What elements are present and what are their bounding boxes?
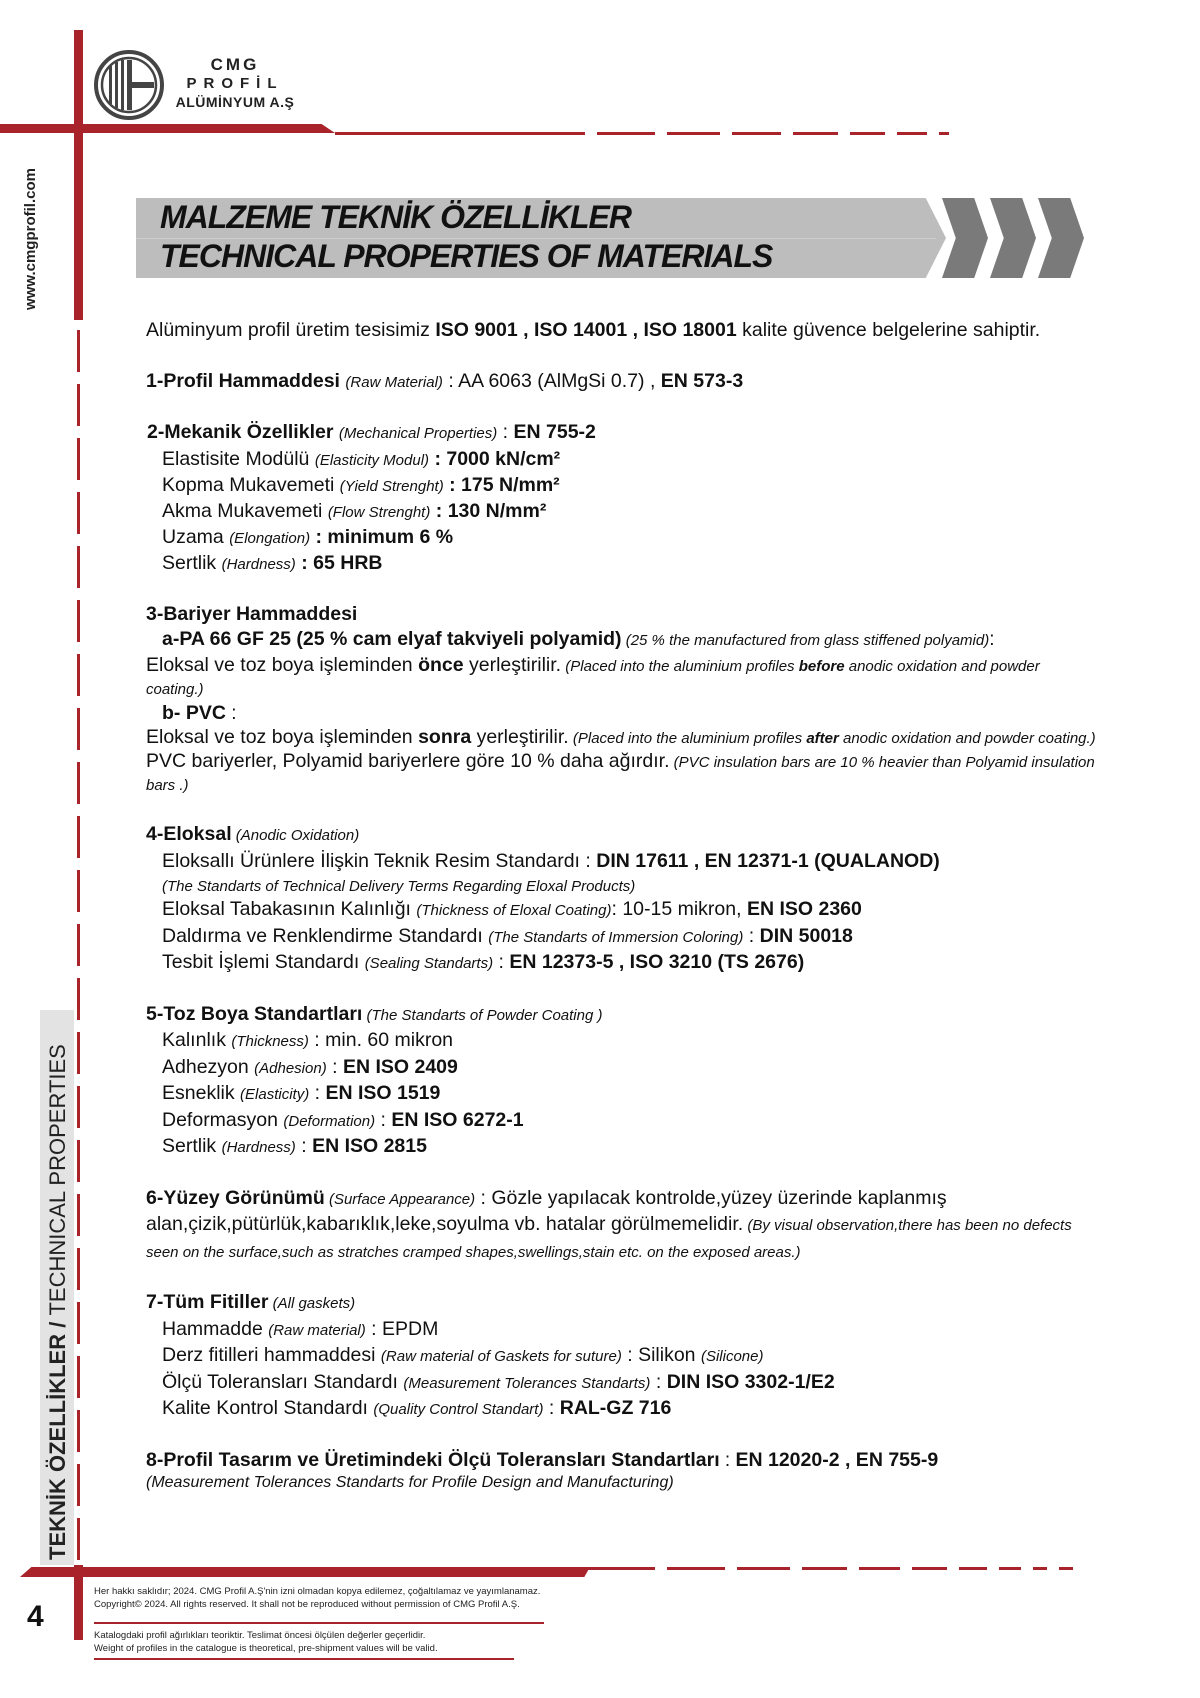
section-4-heading: 4-Eloksal <box>146 823 232 845</box>
barrier-a-english: (25 % the manufactured from glass stiffened polyamid) <box>621 632 990 649</box>
list-item <box>146 473 1096 499</box>
item-english: (Adhesion) <box>254 1059 327 1077</box>
barrier-a-text: Eloksal ve toz boya işleminden <box>146 653 419 676</box>
item-label: Uzama <box>162 525 230 548</box>
section-5-list <box>146 1028 1096 1161</box>
footer-weight-note <box>94 1629 438 1655</box>
item-value: : 130 N/mm² <box>430 499 547 522</box>
item-english: (Quality Control Standart) <box>373 1401 544 1418</box>
section-1 <box>146 369 1096 396</box>
list-item <box>146 1134 1096 1161</box>
page-title-english: TECHNICAL PROPERTIES OF MATERIALS <box>160 238 773 274</box>
section-3-heading: 3-Bariyer Hammaddesi <box>146 602 358 625</box>
website-link[interactable]: www.cmgprofil.com <box>22 168 39 310</box>
section-5-english: (The Standarts of Powder Coating ) <box>362 1006 603 1024</box>
item-english: (Elasticity Modul) <box>314 451 430 469</box>
document-body <box>146 318 1096 1493</box>
barrier-b-text: Eloksal ve toz boya işleminden <box>146 726 419 748</box>
list-item <box>146 1317 1096 1344</box>
section-5 <box>146 1002 1096 1161</box>
item-english: (Flow Strenght) <box>327 503 431 521</box>
sidebar-label-english: TECHNICAL PROPERTIES <box>45 1044 70 1316</box>
frame-horizontal-bar-bottom <box>20 1567 590 1577</box>
intro-text-end: kalite güvence belgelerine sahiptir. <box>736 319 1041 341</box>
intro-text: Alüminyum profil üretim tesisimiz <box>146 319 436 341</box>
section-4-list <box>146 849 1096 977</box>
list-item <box>146 1081 1096 1108</box>
frame-vertical-bar-bottom <box>74 1565 83 1640</box>
footer-divider <box>94 1622 544 1624</box>
barrier-b-text-end: yerleştirilir. <box>471 726 569 748</box>
section-2-english: (Mechanical Properties) <box>338 425 498 442</box>
item-value: EN ISO 2815 <box>312 1135 427 1157</box>
section-2-sep: : <box>497 421 514 443</box>
list-item <box>146 1108 1096 1135</box>
item-label: Tesbit İşlemi Standardı <box>162 951 365 973</box>
section-1-value: : AA 6063 (AlMgSi 0.7) , <box>442 369 661 392</box>
barrier-a-english-end: anodic oxidation and powder coating.) <box>146 657 1040 698</box>
section-2-list <box>146 447 1096 577</box>
barrier-a-emphasis: önce <box>418 653 464 676</box>
section-5-heading: 5-Toz Boya Standartları <box>146 1002 363 1025</box>
section-4-english: (Anodic Oxidation) <box>231 827 360 844</box>
item-label: Elastisite Modülü <box>162 447 315 470</box>
section-7-english: (All gaskets) <box>268 1295 356 1312</box>
item-label: Hammadde <box>162 1317 269 1340</box>
chevron-arrow-icon <box>1038 198 1084 278</box>
item-label: Akma Mukavemeti <box>162 499 328 522</box>
barrier-b-english-end: anodic oxidation and powder coating.) <box>838 730 1096 747</box>
item-value: RAL-GZ 716 <box>559 1397 672 1419</box>
item-separator: : EPDM <box>365 1317 439 1340</box>
footer-weight-english: Weight of profiles in the catalogue is theoretical, pre-shipment values will be valid. <box>94 1643 438 1654</box>
item-value: EN ISO 2409 <box>342 1055 458 1078</box>
item-label: Daldırma ve Renklendirme Standardı <box>162 924 489 947</box>
company-name-line3: ALÜMİNYUM A.Ş <box>175 94 295 110</box>
page-number: 4 <box>27 1600 44 1633</box>
item-value: DIN 50018 <box>759 924 853 947</box>
list-item <box>146 897 1096 924</box>
item-english: (Thickness) <box>231 1033 309 1050</box>
item-label: Kalınlık <box>162 1029 232 1051</box>
list-item <box>146 1370 1096 1397</box>
frame-dashed-line-left <box>77 330 80 1560</box>
intro-paragraph <box>146 318 1096 344</box>
page-title-turkish: MALZEME TEKNİK ÖZELLİKLER <box>160 199 631 235</box>
list-item <box>146 1396 1096 1423</box>
footer-copyright-turkish: Her hakkı saklıdır; 2024. CMG Profil A.Ş'nin izni olmadan kopya edilemez, çoğaltılamaz ve yayımlanamaz. <box>94 1586 541 1597</box>
item-separator: : Silikon <box>621 1344 701 1366</box>
item-separator: : min. 60 mikron <box>308 1029 454 1051</box>
item-separator: : <box>295 1135 313 1157</box>
company-name-line1: CMG <box>210 55 260 74</box>
item-value: DIN 17611 , EN 12371-1 (QUALANOD) <box>596 849 940 872</box>
frame-dashed-line-bottom <box>575 1567 1085 1570</box>
list-item <box>146 1055 1096 1082</box>
sidebar-label-sep: / <box>45 1315 70 1334</box>
section-7-list <box>146 1317 1096 1423</box>
list-item <box>146 447 1096 473</box>
item-label: Eloksallı Ürünlere İlişkin Teknik Resim Standardı <box>162 849 580 872</box>
chevron-arrow-icon <box>990 198 1036 278</box>
section-6-english-note: (By visual observation,there has been no defects seen on the surface,such as stratches cramped shapes,swellings,stain etc. on the exposed areas.) <box>146 1217 1072 1261</box>
item-label: Eloksal Tabakasının Kalınlığı <box>162 898 417 920</box>
item-label: Sertlik <box>162 1135 222 1157</box>
item-english: (Raw material of Gaskets for suture) <box>380 1348 622 1365</box>
item-value: : minimum 6 % <box>310 525 454 548</box>
barrier-note-english: (PVC insulation bars are 10 % heavier than Polyamid insulation bars .) <box>146 754 1095 794</box>
list-item <box>146 875 1096 897</box>
item-separator: : <box>375 1108 392 1131</box>
barrier-b-emphasis: sonra <box>418 726 472 748</box>
footer-weight-turkish: Katalogdaki profil ağırlıkları teoriktir. Teslimat öncesi ölçülen değerler geçerlidir. <box>94 1630 426 1641</box>
item-value: EN ISO 1519 <box>325 1082 441 1104</box>
section-3 <box>146 602 1096 798</box>
section-1-standard: EN 573-3 <box>660 369 744 392</box>
item-label: Kalite Kontrol Standardı <box>162 1397 374 1419</box>
list-item <box>146 1028 1096 1055</box>
section-6 <box>146 1186 1096 1266</box>
section-8-sep: : <box>719 1449 736 1471</box>
item-value: EN ISO 6272-1 <box>391 1108 524 1131</box>
item-label: Sertlik <box>162 551 222 574</box>
list-item <box>146 849 1096 876</box>
item-english: (Thickness of Eloxal Coating) <box>416 902 612 919</box>
item-english: (Deformation) <box>283 1112 376 1130</box>
section-8 <box>146 1448 1096 1494</box>
barrier-a-text-end: yerleştirilir. <box>463 653 562 676</box>
item-english: (Raw material) <box>268 1321 366 1339</box>
barrier-note: PVC bariyerler, Polyamid bariyerlere göre 10 % daha ağırdır. <box>146 750 670 772</box>
barrier-b-english: (Placed into the aluminium profiles <box>568 730 807 747</box>
item-label: Esneklik <box>162 1082 241 1104</box>
list-item <box>146 499 1096 525</box>
item-separator: : <box>650 1370 667 1393</box>
item-separator: : <box>493 951 510 973</box>
section-2 <box>146 420 1096 577</box>
item-english: (The Standarts of Technical Delivery Terms Regarding Eloxal Products) <box>162 878 636 895</box>
list-item <box>146 924 1096 951</box>
item-label: Deformasyon <box>162 1108 284 1131</box>
frame-vertical-bar-top <box>74 30 83 320</box>
section-8-heading: 8-Profil Tasarım ve Üretimindeki Ölçü Toleransları Standartları <box>146 1448 720 1471</box>
section-6-english: (Surface Appearance) <box>324 1190 476 1208</box>
chevron-arrow-icon <box>942 198 988 278</box>
item-separator: : <box>543 1397 560 1419</box>
item-separator: : <box>579 849 597 872</box>
section-4 <box>146 822 1096 977</box>
section-8-english: (Measurement Tolerances Standarts for Profile Design and Manufacturing) <box>146 1474 674 1491</box>
sidebar-section-label <box>45 1044 71 1560</box>
item-label: Kopma Mukavemeti <box>162 473 340 496</box>
section-7 <box>146 1290 1096 1423</box>
item-value: : 7000 kN/cm² <box>429 447 561 470</box>
barrier-b-title: b- PVC <box>162 701 226 724</box>
sidebar-label-turkish: TEKNİK ÖZELLİKLER <box>45 1333 70 1560</box>
barrier-a-english-emphasis: before <box>798 657 845 675</box>
barrier-a-english: (Placed into the aluminium profiles <box>561 657 799 675</box>
item-separator: : 10-15 mikron, <box>611 898 747 920</box>
section-1-english: (Raw Material) <box>345 373 443 391</box>
section-2-standard: EN 755-2 <box>513 421 596 443</box>
item-english: (Hardness) <box>221 1139 296 1156</box>
item-english: (Yield Strenght) <box>339 477 444 495</box>
item-english-extra: (Silicone) <box>700 1348 764 1365</box>
section-6-text: : Gözle yapılacak kontrolde,yüzey üzerinde kaplanmış alan,çizik,pütürlük,kabarıklık,leke,soyulma vb. hatalar görülmemelidir. <box>146 1186 947 1235</box>
section-6-heading: 6-Yüzey Görünümü <box>146 1186 325 1209</box>
barrier-b-english-emphasis: after <box>806 730 839 747</box>
list-item <box>146 950 1096 977</box>
barrier-a-colon: : <box>989 629 995 650</box>
section-2-heading: 2-Mekanik Özellikler <box>147 421 334 443</box>
item-label: Derz fitilleri hammaddesi <box>162 1344 381 1366</box>
cmg-logo-icon <box>94 50 164 120</box>
section-1-heading: 1-Profil Hammaddesi <box>146 369 340 392</box>
barrier-a-title: a-PA 66 GF 25 (25 % cam elyaf takviyeli polyamid) <box>162 628 622 650</box>
footer-copyright <box>94 1585 540 1611</box>
item-label: Ölçü Toleransları Standardı <box>162 1370 404 1393</box>
item-separator: : <box>326 1055 343 1078</box>
list-item <box>146 551 1096 577</box>
item-separator: : <box>743 924 760 947</box>
item-value: DIN ISO 3302-1/E2 <box>666 1370 835 1393</box>
footer-copyright-english: Copyright© 2024. All rights reserved. It shall not be reproduced without permission of CMG Profil A.Ş. <box>94 1599 520 1610</box>
section-7-heading: 7-Tüm Fitiller <box>146 1291 269 1313</box>
barrier-b-colon: : <box>225 702 237 724</box>
item-value: EN ISO 2360 <box>746 898 862 920</box>
item-value: EN 12373-5 , ISO 3210 (TS 2676) <box>509 951 805 973</box>
item-value: : 175 N/mm² <box>443 473 560 496</box>
list-item <box>146 525 1096 551</box>
frame-dashed-line-top <box>335 132 1085 135</box>
item-english: (Measurement Tolerances Standarts) <box>403 1374 651 1392</box>
item-english: (Elongation) <box>229 529 311 547</box>
frame-horizontal-bar-top <box>0 124 335 133</box>
item-label: Adhezyon <box>162 1055 255 1078</box>
item-english: (The Standarts of Immersion Coloring) <box>488 928 744 946</box>
section-8-standard: EN 12020-2 , EN 755-9 <box>735 1448 939 1471</box>
item-separator: : <box>309 1082 326 1104</box>
item-english: (Elasticity) <box>240 1086 310 1103</box>
intro-certifications: ISO 9001 , ISO 14001 , ISO 18001 <box>435 319 737 341</box>
company-name <box>170 55 300 112</box>
company-name-line2: PROFİL <box>186 75 284 92</box>
item-value: : 65 HRB <box>295 551 383 574</box>
list-item <box>146 1343 1096 1370</box>
item-english: (Hardness) <box>221 555 296 573</box>
footer-divider <box>94 1658 514 1660</box>
item-english: (Sealing Standarts) <box>364 955 494 972</box>
